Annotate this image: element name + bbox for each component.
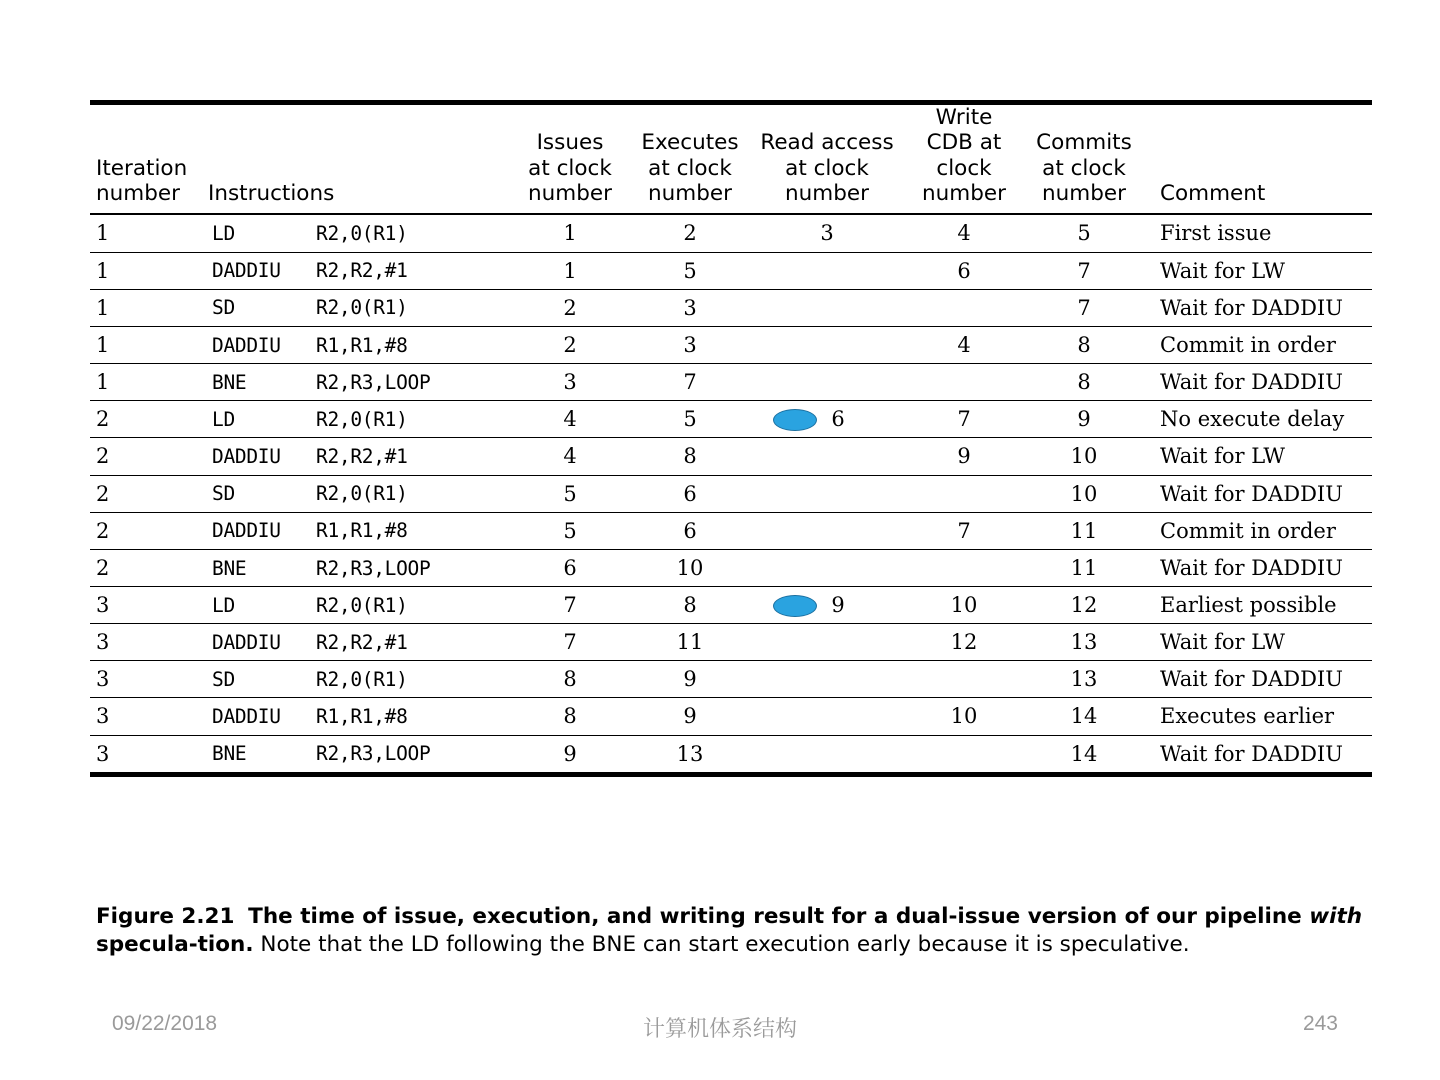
cell-comment: No execute delay	[1144, 400, 1372, 438]
cell-executes: 3	[630, 289, 750, 326]
cell-executes: 5	[630, 252, 750, 289]
cell-read-access	[750, 512, 904, 549]
cell-comment: Wait for LW	[1144, 624, 1372, 661]
cell-instruction-op: SD	[208, 661, 312, 698]
pipeline-timing-table	[90, 105, 1372, 772]
cell-comment: Wait for LW	[1144, 252, 1372, 289]
cell-commits: 10	[1024, 475, 1144, 512]
cell-write-cdb	[904, 549, 1024, 586]
cell-instruction-args: R2,R2,#1	[312, 624, 510, 661]
cell-commits: 10	[1024, 438, 1144, 475]
cell-comment: Wait for DADDIU	[1144, 475, 1372, 512]
cell-read-access	[750, 363, 904, 400]
cell-comment: Wait for DADDIU	[1144, 661, 1372, 698]
cell-iteration: 3	[90, 698, 208, 735]
highlight-oval-icon	[773, 409, 817, 431]
table-row	[90, 549, 1372, 586]
col-header-instructions: Instructions	[208, 181, 335, 207]
cell-issues: 5	[510, 512, 630, 549]
cell-read-access	[750, 438, 904, 475]
cell-issues: 1	[510, 214, 630, 252]
cell-issues: 1	[510, 252, 630, 289]
cell-issues: 2	[510, 289, 630, 326]
cell-issues: 8	[510, 698, 630, 735]
table-row	[90, 586, 1372, 624]
cell-instruction-op: LD	[208, 214, 312, 252]
cell-issues: 9	[563, 741, 577, 766]
cell-read-access: 3	[750, 214, 904, 252]
cell-comment: Wait for DADDIU	[1160, 741, 1343, 766]
table-row	[90, 698, 1372, 735]
cell-instruction-args: R2,R3,LOOP	[312, 363, 510, 400]
cell-issues: 4	[510, 438, 630, 475]
cell-instruction-op: DADDIU	[208, 326, 312, 363]
cell-executes: 7	[630, 363, 750, 400]
cell-instruction-op: DADDIU	[208, 512, 312, 549]
cell-commits: 11	[1024, 512, 1144, 549]
table-header	[90, 105, 1372, 214]
cell-write-cdb: 7	[904, 400, 1024, 438]
caption-label: Figure 2.21	[96, 904, 235, 929]
cell-write-cdb: 7	[904, 512, 1024, 549]
cell-write-cdb: 10	[904, 698, 1024, 735]
cell-executes: 9	[630, 661, 750, 698]
cell-instruction-op: BNE	[212, 742, 247, 766]
cell-instruction-args: R2,0(R1)	[312, 214, 510, 252]
table-row	[90, 252, 1372, 289]
cell-executes: 13	[676, 741, 704, 766]
cell-comment: Wait for DADDIU	[1144, 363, 1372, 400]
cell-iteration: 1	[90, 252, 208, 289]
slide-footer	[0, 1012, 1440, 1052]
cell-instruction-args: R2,0(R1)	[312, 661, 510, 698]
table-bottom-rule	[90, 772, 1372, 777]
cell-executes: 11	[630, 624, 750, 661]
cell-issues: 4	[510, 400, 630, 438]
figure-table-container	[90, 100, 1372, 777]
cell-write-cdb: 4	[904, 214, 1024, 252]
figure-caption	[96, 903, 1386, 960]
cell-read-access	[750, 735, 904, 772]
cell-write-cdb: 9	[904, 438, 1024, 475]
cell-comment: Commit in order	[1144, 512, 1372, 549]
cell-read-access	[750, 661, 904, 698]
cell-write-cdb	[904, 735, 1024, 772]
cell-write-cdb	[904, 363, 1024, 400]
cell-iteration: 2	[90, 475, 208, 512]
cell-commits: 7	[1024, 289, 1144, 326]
cell-executes: 5	[630, 400, 750, 438]
cell-instruction-op: DADDIU	[208, 698, 312, 735]
cell-instruction-op: BNE	[208, 549, 312, 586]
cell-instruction-op: DADDIU	[208, 438, 312, 475]
cell-instruction-args: R2,R3,LOOP	[312, 549, 510, 586]
cell-iteration: 2	[90, 512, 208, 549]
cell-write-cdb	[904, 661, 1024, 698]
cell-executes: 3	[630, 326, 750, 363]
cell-executes: 6	[630, 512, 750, 549]
cell-comment: Earliest possible	[1144, 586, 1372, 624]
cell-instruction-args: R2,0(R1)	[312, 586, 510, 624]
cell-commits: 7	[1024, 252, 1144, 289]
table-row	[90, 624, 1372, 661]
table-row	[90, 512, 1372, 549]
table-row	[90, 661, 1372, 698]
cell-instruction-args: R2,R2,#1	[312, 252, 510, 289]
highlight-oval-icon	[773, 595, 817, 617]
cell-write-cdb: 6	[904, 252, 1024, 289]
cell-iteration: 3	[90, 661, 208, 698]
cell-instruction-args: R2,0(R1)	[312, 400, 510, 438]
cell-instruction-args: R1,R1,#8	[312, 698, 510, 735]
cell-commits: 14	[1024, 698, 1144, 735]
col-header-commits: Commits at clock number	[1036, 130, 1132, 207]
cell-iteration: 2	[90, 400, 208, 438]
cell-instruction-op: BNE	[208, 363, 312, 400]
cell-iteration: 2	[90, 549, 208, 586]
cell-instruction-op: DADDIU	[208, 252, 312, 289]
cell-issues: 2	[510, 326, 630, 363]
cell-instruction-op: DADDIU	[208, 624, 312, 661]
cell-comment: Commit in order	[1144, 326, 1372, 363]
cell-instruction-op: LD	[208, 400, 312, 438]
table-row	[90, 289, 1372, 326]
col-header-comment: Comment	[1160, 181, 1266, 207]
cell-write-cdb	[904, 289, 1024, 326]
col-header-read-access: Read access at clock number	[760, 130, 894, 207]
cell-instruction-args: R1,R1,#8	[312, 326, 510, 363]
cell-executes: 6	[630, 475, 750, 512]
table-body	[90, 214, 1372, 771]
cell-executes: 8	[630, 438, 750, 475]
cell-instruction-args: R2,0(R1)	[312, 475, 510, 512]
cell-commits: 13	[1024, 661, 1144, 698]
cell-comment: Wait for DADDIU	[1144, 289, 1372, 326]
cell-write-cdb: 12	[904, 624, 1024, 661]
cell-issues: 7	[510, 586, 630, 624]
cell-issues: 7	[510, 624, 630, 661]
cell-read-access	[750, 624, 904, 661]
cell-iteration: 1	[90, 214, 208, 252]
cell-commits: 13	[1024, 624, 1144, 661]
cell-comment: Wait for DADDIU	[1144, 549, 1372, 586]
cell-commits: 8	[1024, 363, 1144, 400]
col-header-executes: Executes at clock number	[641, 130, 739, 207]
cell-write-cdb: 10	[904, 586, 1024, 624]
cell-executes: 8	[630, 586, 750, 624]
cell-instruction-args: R2,R3,LOOP	[316, 742, 431, 766]
caption-body: Note that the LD following the BNE can start execution early because it is speculative.	[253, 932, 1190, 958]
cell-commits: 11	[1024, 549, 1144, 586]
cell-issues: 3	[510, 363, 630, 400]
cell-read-access	[750, 549, 904, 586]
cell-commits: 8	[1024, 326, 1144, 363]
cell-read-access	[750, 698, 904, 735]
cell-iteration: 1	[90, 363, 208, 400]
col-header-issues: Issues at clock number	[528, 130, 612, 207]
cell-commits: 14	[1070, 741, 1098, 766]
cell-instruction-op: SD	[208, 475, 312, 512]
caption-title-italic: with	[1309, 904, 1363, 929]
footer-page-number: 243	[1302, 1012, 1338, 1035]
cell-instruction-args: R1,R1,#8	[312, 512, 510, 549]
table-row	[90, 400, 1372, 438]
cell-instruction-args: R2,0(R1)	[312, 289, 510, 326]
cell-comment: Executes earlier	[1144, 698, 1372, 735]
cell-read-access	[750, 475, 904, 512]
cell-read-access	[750, 289, 904, 326]
cell-read-access: 9	[750, 586, 904, 624]
cell-issues: 8	[510, 661, 630, 698]
cell-iteration: 3	[90, 586, 208, 624]
cell-instruction-op: LD	[208, 586, 312, 624]
cell-iteration: 1	[90, 289, 208, 326]
cell-read-access	[750, 326, 904, 363]
cell-write-cdb: 4	[904, 326, 1024, 363]
table-row	[90, 735, 1372, 772]
cell-instruction-op: SD	[208, 289, 312, 326]
cell-write-cdb	[904, 475, 1024, 512]
caption-title-part1: The time of issue, execution, and writing result for a dual-issue version of our pipeline	[248, 904, 1310, 929]
footer-title: 计算机体系结构	[642, 1017, 797, 1042]
cell-read-access: 6	[750, 400, 904, 438]
caption-title-part2: specula-	[96, 932, 198, 958]
cell-executes: 10	[630, 549, 750, 586]
table-row	[90, 214, 1372, 252]
cell-commits: 5	[1024, 214, 1144, 252]
cell-iteration: 1	[90, 326, 208, 363]
cell-iteration: 3	[90, 624, 208, 661]
col-header-write-cdb: Write CDB at clock number	[922, 105, 1006, 207]
cell-instruction-args: R2,R2,#1	[312, 438, 510, 475]
cell-iteration: 3	[96, 741, 110, 766]
cell-iteration: 2	[90, 438, 208, 475]
cell-read-access	[750, 252, 904, 289]
table-row	[90, 326, 1372, 363]
table-header-row	[90, 105, 1372, 214]
table-row	[90, 363, 1372, 400]
cell-commits: 9	[1024, 400, 1144, 438]
cell-comment: First issue	[1144, 214, 1372, 252]
cell-executes: 2	[630, 214, 750, 252]
col-header-iteration: Iteration number	[96, 155, 188, 207]
cell-executes: 9	[630, 698, 750, 735]
table-row	[90, 475, 1372, 512]
cell-comment: Wait for LW	[1144, 438, 1372, 475]
cell-commits: 12	[1024, 586, 1144, 624]
caption-title-part3: tion.	[197, 932, 254, 958]
table-row	[90, 438, 1372, 475]
footer-date: 09/22/2018	[112, 1012, 218, 1035]
cell-issues: 5	[510, 475, 630, 512]
cell-issues: 6	[510, 549, 630, 586]
